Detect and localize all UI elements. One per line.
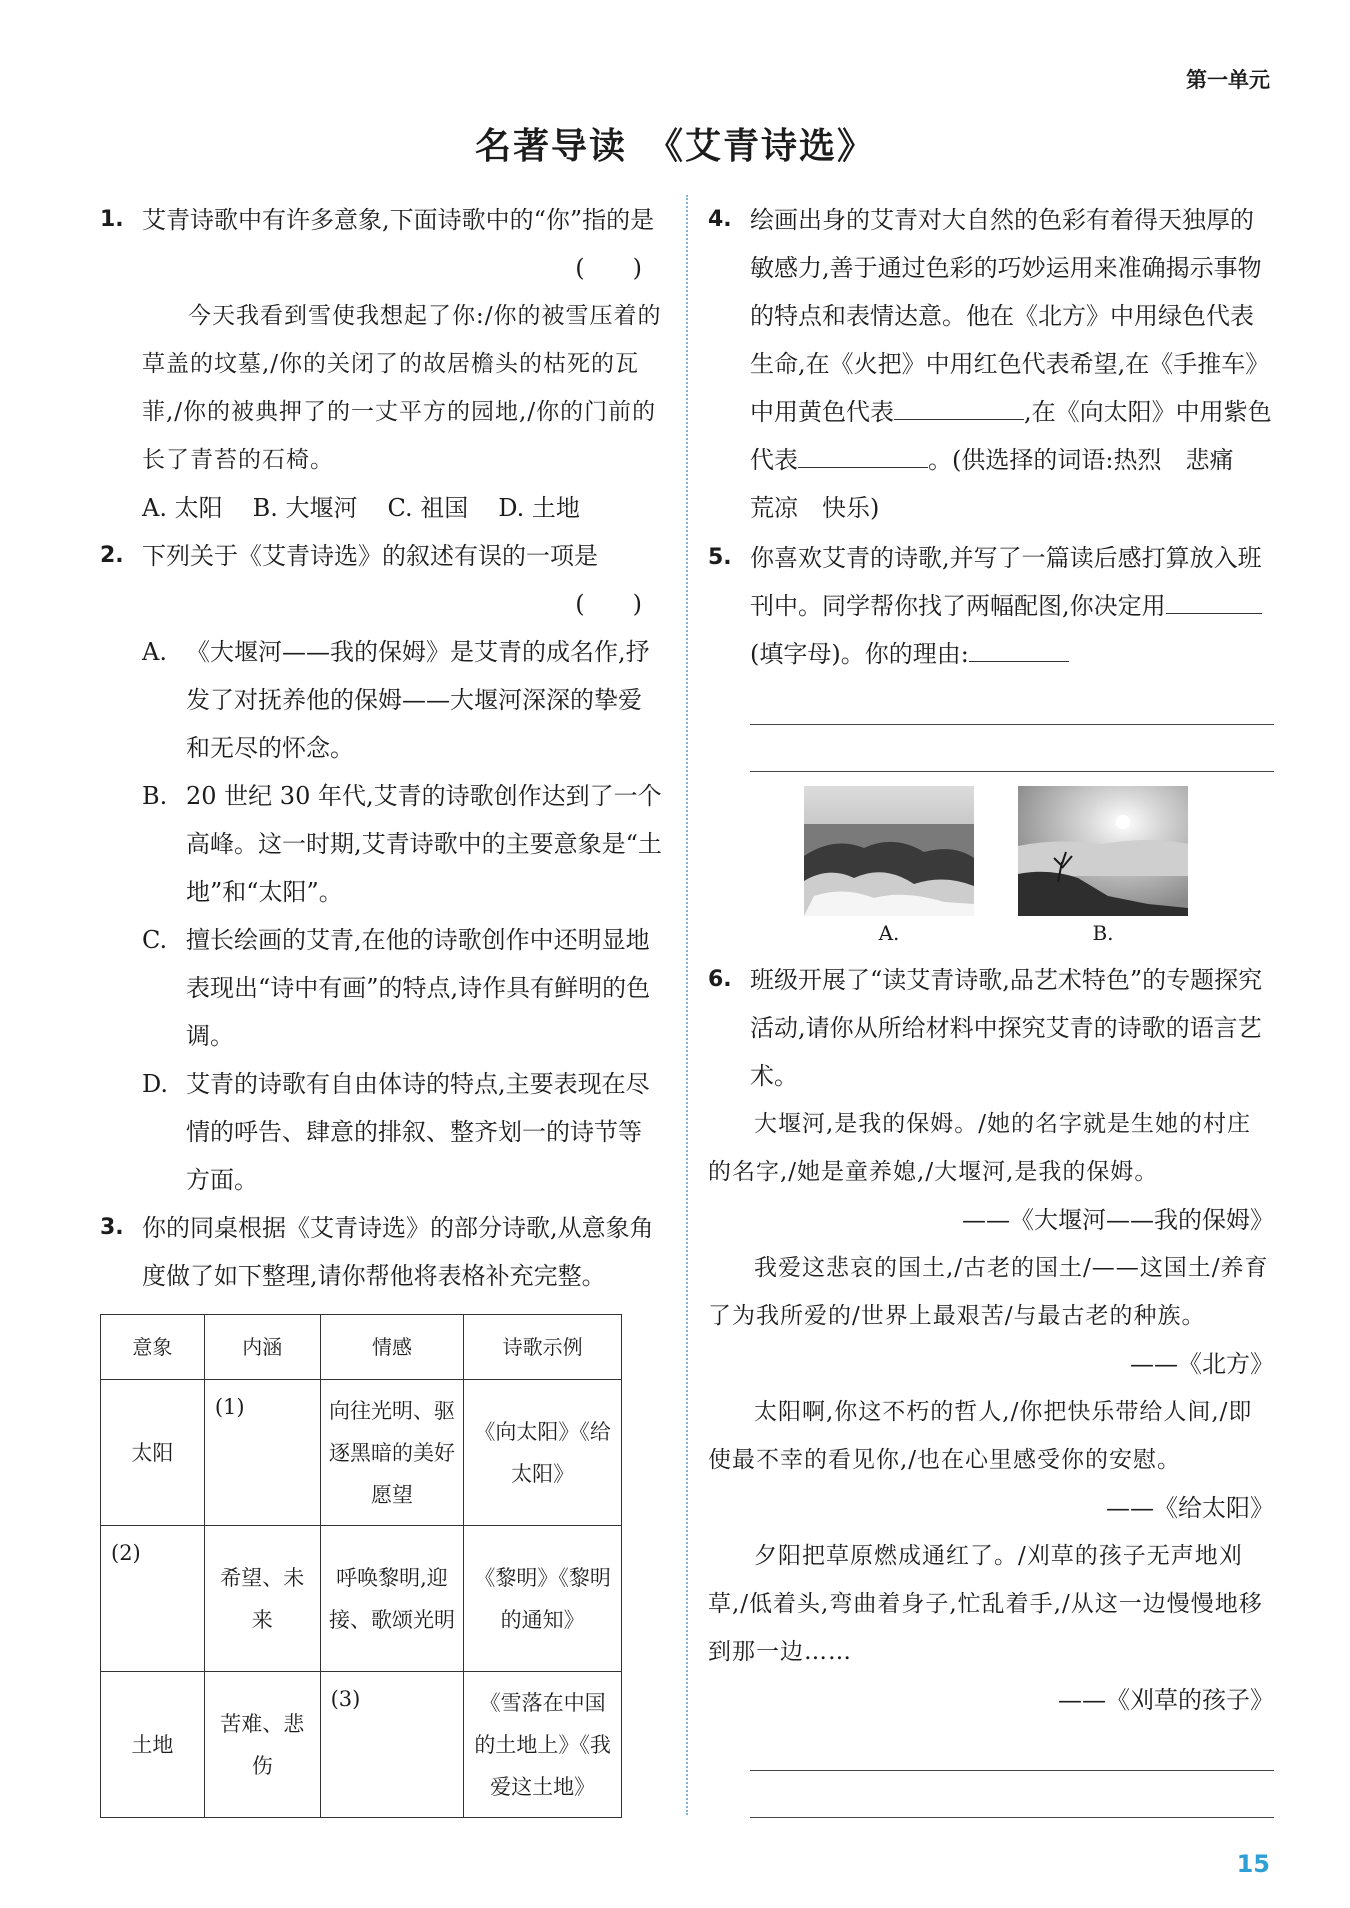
question-number: 2. <box>100 543 124 568</box>
option-label: A. <box>142 638 167 666</box>
answer-bracket[interactable]: ( ) <box>575 254 642 282</box>
question-text: 。(供选择的词语:热烈 悲痛 荒凉 快乐) <box>750 446 1258 522</box>
answer-line[interactable] <box>750 725 1274 772</box>
table-cell: 《黎明》《黎明的通知》 <box>464 1526 622 1672</box>
question-text: (填字母)。你的理由: <box>750 640 969 668</box>
question-number: 3. <box>100 1215 124 1240</box>
blank-cell-2[interactable]: (2) <box>101 1526 205 1672</box>
option-b[interactable] <box>142 772 664 916</box>
left-column <box>100 196 664 1818</box>
option-text: 擅长绘画的艾青,在他的诗歌创作中还明显地表现出“诗中有画”的特点,诗作具有鲜明的色调。 <box>186 926 651 1050</box>
question-number: 4. <box>708 207 732 232</box>
image-label: A. <box>878 921 900 945</box>
poem-passage: 大堰河,是我的保姆。/她的名字就是生她的村庄的名字,/她是童养媳,/大堰河,是我的保姆。 <box>708 1111 1252 1185</box>
question-1 <box>100 196 664 532</box>
poem-source: ——《给太阳》 <box>1106 1494 1274 1522</box>
poem-source: ——《北方》 <box>1130 1350 1274 1378</box>
page-number: 15 <box>1236 1850 1270 1878</box>
table-header: 意象 <box>101 1315 205 1380</box>
blank-cell-3[interactable]: (3) <box>320 1672 464 1818</box>
fill-blank-purple[interactable] <box>798 437 928 468</box>
option-text: 20 世纪 30 年代,艾青的诗歌创作达到了一个高峰。这一时期,艾青诗歌中的主要意象是“土地”和“太阳”。 <box>186 782 662 906</box>
question-3 <box>100 1204 664 1300</box>
table-header: 诗歌示例 <box>464 1315 622 1380</box>
option-label: C. <box>142 926 168 954</box>
fill-blank-reason[interactable] <box>969 631 1069 662</box>
unit-label: 第一单元 <box>1186 68 1270 92</box>
table-cell: 《雪落在中国的土地上》《我爱这土地》 <box>464 1672 622 1818</box>
poem-passage: 太阳啊,你这不朽的哲人,/你把快乐带给人间,/即使最不幸的看见你,/也在心里感受你的安慰。 <box>708 1399 1253 1473</box>
question-text: ,在《向太阳》中用紫色代表 <box>750 398 1272 474</box>
table-row <box>101 1672 622 1818</box>
question-number: 5. <box>708 545 732 570</box>
table-cell: 呼唤黎明,迎接、歌颂光明 <box>320 1526 464 1672</box>
option-text: 艾青的诗歌有自由体诗的特点,主要表现在尽情的呼告、肆意的排叙、整齐划一的诗节等方面。 <box>186 1070 650 1194</box>
table-cell: 向往光明、驱逐黑暗的美好愿望 <box>320 1380 464 1526</box>
option-d[interactable] <box>142 1060 664 1204</box>
question-stem: 下列关于《艾青诗选》的叙述有误的一项是 <box>142 542 598 570</box>
answer-line[interactable] <box>750 678 1274 725</box>
question-6 <box>708 956 1274 1724</box>
seascape-image[interactable] <box>804 786 974 916</box>
blank-cell-1[interactable]: (1) <box>204 1380 320 1526</box>
question-number: 1. <box>100 207 124 232</box>
table-header: 情感 <box>320 1315 464 1380</box>
page-title: 名著导读 《艾青诗选》 <box>474 126 875 167</box>
poem-source: ——《大堰河——我的保姆》 <box>962 1206 1274 1234</box>
option-label: D. <box>142 1070 169 1098</box>
table-cell: 苦难、悲伤 <box>204 1672 320 1818</box>
poem-quote: 今天我看到雪使我想起了你:/你的被雪压着的草盖的坟墓,/你的关闭了的故居檐头的枯死的瓦菲,/你的被典押了的一丈平方的园地,/你的门前的长了青苔的石椅。 <box>142 303 662 473</box>
option-b[interactable]: B. 大堰河 <box>252 494 358 522</box>
table-row <box>101 1526 622 1672</box>
question-5 <box>708 534 1274 678</box>
table-cell: 希望、未来 <box>204 1526 320 1672</box>
table-cell: 太阳 <box>101 1380 205 1526</box>
question-2 <box>100 532 664 1204</box>
right-column <box>708 196 1274 1818</box>
image-label: B. <box>1092 921 1114 945</box>
option-label: B. <box>142 782 168 810</box>
option-c[interactable]: C. 祖国 <box>387 494 469 522</box>
option-d[interactable]: D. 土地 <box>498 494 580 522</box>
option-a[interactable] <box>142 628 664 772</box>
table-header-row <box>101 1315 622 1380</box>
question-stem: 班级开展了“读艾青诗歌,品艺术特色”的专题探究活动,请你从所给材料中探究艾青的诗歌的语言艺术。 <box>750 966 1263 1090</box>
question-number: 6. <box>708 967 732 992</box>
sunrise-image[interactable] <box>1018 786 1188 916</box>
poem-passage: 夕阳把草原燃成通红了。/刈草的孩子无声地刈草,/低着头,弯曲着身子,忙乱着手,/从这一边慢慢地移到那一边…… <box>708 1543 1263 1665</box>
answer-bracket[interactable]: ( ) <box>575 590 642 618</box>
column-divider <box>686 195 688 1815</box>
question-text: 你喜欢艾青的诗歌,并写了一篇读后感打算放入班刊中。同学帮你找了两幅配图,你决定用 <box>750 544 1262 620</box>
image-options <box>708 786 1274 956</box>
question-stem: 艾青诗歌中有许多意象,下面诗歌中的“你”指的是 <box>142 206 655 234</box>
options-row <box>142 484 664 532</box>
option-a[interactable]: A. 太阳 <box>142 494 223 522</box>
answer-line[interactable] <box>750 1771 1274 1818</box>
table-header: 内涵 <box>204 1315 320 1380</box>
option-c[interactable] <box>142 916 664 1060</box>
answer-line[interactable] <box>750 1724 1274 1771</box>
table-cell: 土地 <box>101 1672 205 1818</box>
question-text: 绘画出身的艾青对大自然的色彩有着得天独厚的敏感力,善于通过色彩的巧妙运用来准确揭示事物的特点和表情达意。他在《北方》中用绿色代表生命,在《火把》中用红色代表希望,在《手推车》中用黄色代表 <box>750 206 1270 426</box>
imagery-table <box>100 1314 622 1818</box>
option-text: 《大堰河——我的保姆》是艾青的成名作,抒发了对抚养他的保姆——大堰河深深的挚爱和无尽的怀念。 <box>186 638 650 762</box>
poem-source: ——《刈草的孩子》 <box>1058 1686 1274 1714</box>
fill-blank-letter[interactable] <box>1166 583 1262 614</box>
poem-passage: 我爱这悲哀的国土,/古老的国土/——这国土/养育了为我所爱的/世界上最艰苦/与最古老的种族。 <box>708 1255 1269 1329</box>
question-stem: 你的同桌根据《艾青诗选》的部分诗歌,从意象角度做了如下整理,请你帮他将表格补充完整。 <box>142 1214 654 1290</box>
table-cell: 《向太阳》《给太阳》 <box>464 1380 622 1526</box>
fill-blank-yellow[interactable] <box>894 389 1024 420</box>
question-4 <box>708 196 1274 532</box>
table-row <box>101 1380 622 1526</box>
